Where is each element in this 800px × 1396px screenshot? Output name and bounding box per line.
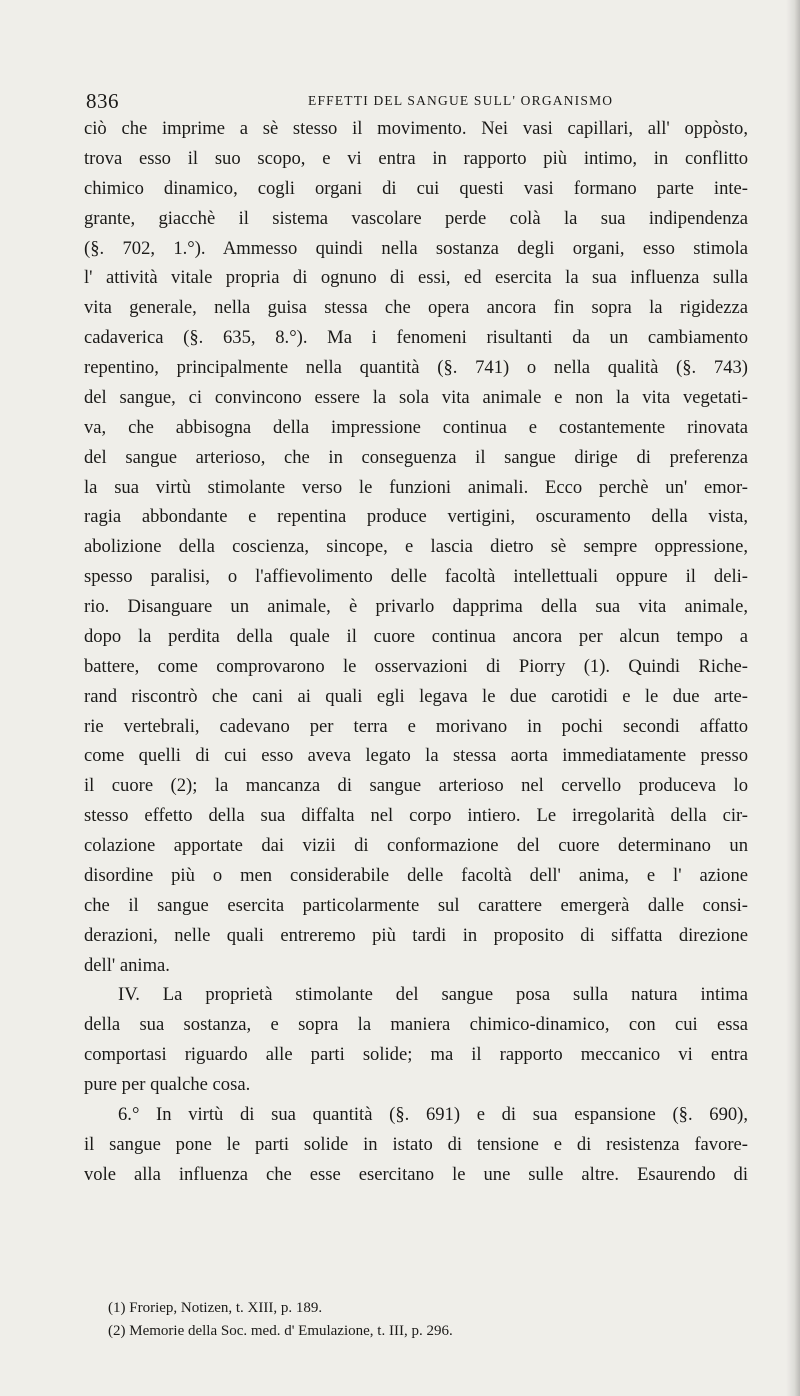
footnotes bbox=[108, 1297, 748, 1343]
text-line: la sua virtù stimolante verso le funzioni animali. Ecco perchè un' emor- bbox=[84, 476, 748, 498]
text-line: della sua sostanza, e sopra la maniera chimico-dinamico, con cui essa bbox=[84, 1014, 748, 1036]
text-line: comportasi riguardo alle parti solide; ma il rapporto meccanico vi entra bbox=[84, 1044, 748, 1066]
text-line: ragia abbondante e repentina produce vertigini, oscuramento della vista, bbox=[84, 506, 748, 528]
text-line: abolizione della coscienza, sincope, e lascia dietro sè sempre oppressione, bbox=[84, 536, 748, 558]
text-line: (§. 702, 1.°). Ammesso quindi nella sostanza degli organi, esso stimola bbox=[84, 237, 748, 259]
text-line: battere, come comprovarono le osservazioni di Piorry (1). Quindi Riche- bbox=[84, 655, 748, 677]
text-line: vita generale, nella guisa stessa che opera ancora fin sopra la rigidezza bbox=[84, 297, 748, 319]
text-line: rio. Disanguare un animale, è privarlo dapprima della sua vita animale, bbox=[84, 596, 748, 617]
footnote-2: (2) Memorie della Soc. med. d' Emulazione, t. III, p. 296. bbox=[108, 1323, 453, 1339]
paragraph-end-line: dell' anima. bbox=[84, 954, 170, 976]
text-line: ciò che imprime a sè stesso il movimento. Nei vasi capillari, all' oppòsto, bbox=[84, 118, 748, 139]
paragraph-end-line: pure per qualche cosa. bbox=[84, 1074, 251, 1095]
text-line: derazioni, nelle quali entreremo più tardi in proposito di siffatta direzione bbox=[84, 924, 748, 946]
section-heading-line: IV. La proprietà stimolante del sangue posa sulla natura intima bbox=[118, 984, 748, 1006]
text-line: dopo la perdita della quale il cuore continua ancora per alcun tempo a bbox=[84, 625, 748, 647]
text-line: repentino, principalmente nella quantità (§. 741) o nella qualità (§. 743) bbox=[84, 357, 748, 378]
text-line: disordine più o men considerabile delle facoltà dell' anima, e l' azione bbox=[84, 864, 748, 886]
text-line: stesso effetto della sua diffalta nel corpo intiero. Le irregolarità della cir- bbox=[84, 805, 748, 827]
body-text bbox=[84, 114, 748, 1190]
text-line: grante, giacchè il sistema vascolare perde colà la sua indipendenza bbox=[84, 207, 748, 229]
text-line: trova esso il suo scopo, e vi entra in rapporto più intimo, in conflitto bbox=[84, 147, 748, 169]
page-number: 836 bbox=[86, 89, 119, 113]
text-line: chimico dinamico, cogli organi di cui questi vasi formano parte inte- bbox=[84, 177, 748, 199]
text-line: che il sangue esercita particolarmente sul carattere emergerà dalle consi- bbox=[84, 894, 748, 916]
text-line: vole alla influenza che esse esercitano le une sulle altre. Esaurendo di bbox=[84, 1163, 748, 1185]
text-line: spesso paralisi, o l'affievolimento delle facoltà intellettuali oppure il deli- bbox=[84, 566, 748, 588]
footnote-1: (1) Froriep, Notizen, t. XIII, p. 189. bbox=[108, 1300, 323, 1316]
text-line: del sangue, ci convincono essere la sola vita animale e non la vita vegetati- bbox=[84, 386, 748, 408]
text-line: va, che abbisogna della impressione continua e costantemente rinovata bbox=[84, 416, 748, 438]
page-edge-shadow bbox=[786, 0, 800, 1396]
text-line: come quelli di cui esso aveva legato la stessa aorta immediatamente presso bbox=[84, 745, 748, 767]
text-line: rand riscontrò che cani ai quali egli legava le due carotidi e le due arte- bbox=[84, 685, 748, 707]
text-line: il sangue pone le parti solide in istato di tensione e di resistenza favore- bbox=[84, 1133, 748, 1155]
text-line: colazione apportate dai vizii di conformazione del cuore determinano un bbox=[84, 835, 748, 856]
text-line: rie vertebrali, cadevano per terra e morivano in pochi secondi affatto bbox=[84, 715, 748, 737]
numbered-paragraph-line: 6.° In virtù di sua quantità (§. 691) e di sua espansione (§. 690), bbox=[118, 1103, 748, 1125]
text-line: del sangue arterioso, che in conseguenza il sangue dirige di preferenza bbox=[84, 446, 748, 468]
text-line: cadaverica (§. 635, 8.°). Ma i fenomeni risultanti da un cambiamento bbox=[84, 327, 748, 349]
text-line: il cuore (2); la mancanza di sangue arterioso nel cervello produceva lo bbox=[84, 775, 748, 797]
text-line: l' attività vitale propria di ognuno di essi, ed esercita la sua influenza sulla bbox=[84, 267, 748, 289]
running-title: EFFETTI DEL SANGUE SULL' ORGANISMO bbox=[308, 93, 614, 108]
